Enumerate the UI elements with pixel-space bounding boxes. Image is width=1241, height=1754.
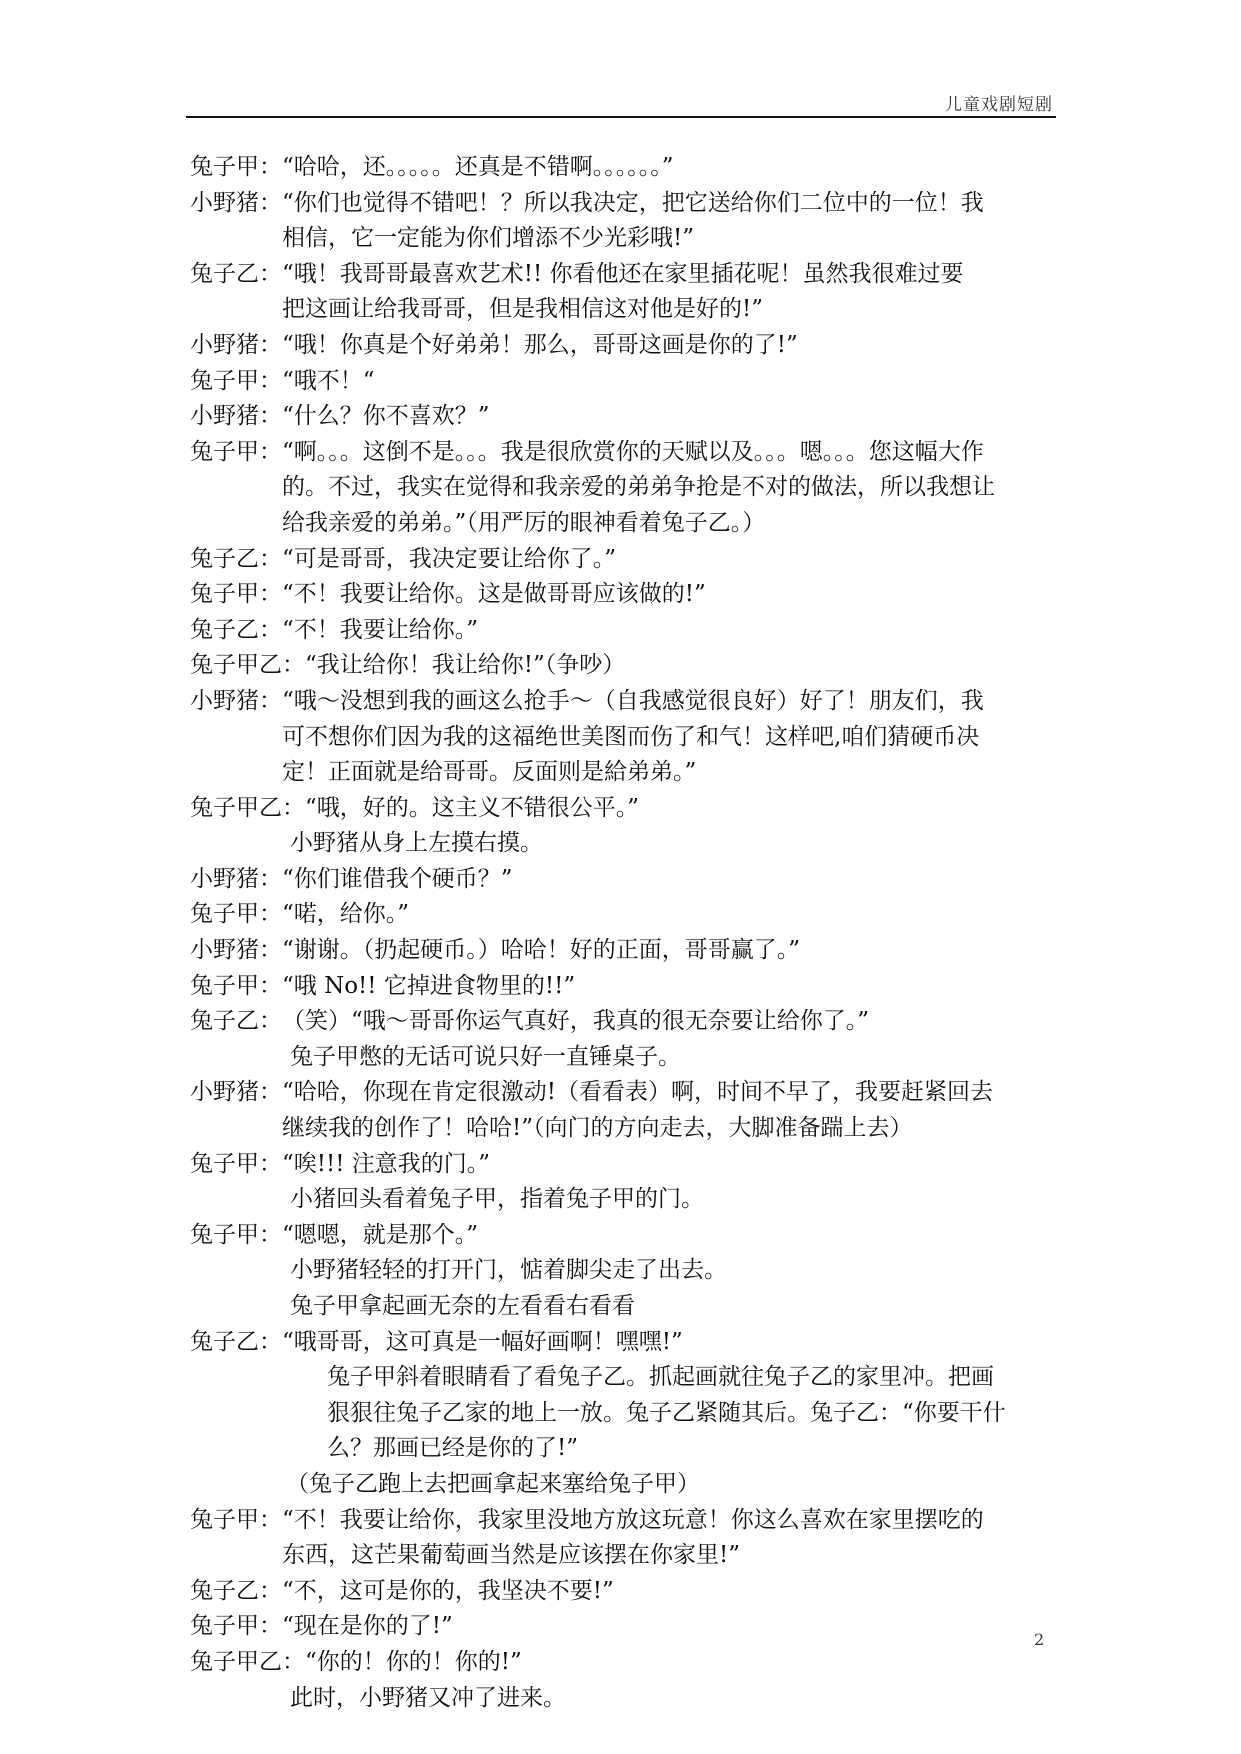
dialogue-line (190, 470, 1060, 506)
dialogue-line (190, 186, 1060, 222)
dialogue-text: “可是哥哥，我决定要让给你了。” (282, 545, 617, 572)
speaker-label: 小野猪： (190, 331, 282, 358)
stage-direction-text: 小猪回头看着兔子甲，指着兔子甲的门。 (290, 1186, 704, 1213)
dialogue-line (190, 897, 1060, 933)
stage-direction-text: 此时，小野猪又冲了进来。 (290, 1684, 566, 1711)
speaker-label: 兔子甲： (190, 581, 282, 608)
stage-direction (190, 1289, 1060, 1325)
speaker-label: 兔子甲： (190, 438, 282, 465)
stage-direction-text: 兔子甲斜着眼睛看了看兔子乙。抓起画就往兔子乙的家里冲。把画 (327, 1364, 994, 1391)
dialogue-text: “你的！你的！你的!” (305, 1648, 522, 1675)
dialogue-line (190, 364, 1060, 400)
stage-direction-text: 兔子甲憋的无话可说只好一直锤桌子。 (290, 1043, 681, 1070)
dialogue-text: 相信，它一定能为你们增添不少光彩哦!” (282, 225, 695, 252)
dialogue-text: （笑）“哦～哥哥你运气真好，我真的很无奈要让给你了。” (282, 1008, 870, 1035)
dialogue-text: “不！我要让给你。” (282, 616, 479, 643)
dialogue-text: “你们也觉得不错吧！？所以我决定，把它送给你们二位中的一位！我 (282, 189, 984, 216)
dialogue-line (190, 1325, 1060, 1361)
speaker-label: 小野猪： (190, 189, 282, 216)
dialogue-text: “不，这可是你的，我坚决不要!” (282, 1577, 614, 1604)
dialogue-text: “哦～没想到我的画这么抢手～（自我感觉很良好）好了！朋友们，我 (282, 687, 984, 714)
stage-direction (190, 1182, 1060, 1218)
dialogue-line (190, 328, 1060, 364)
speaker-label: 兔子乙： (190, 1328, 282, 1355)
dialogue-text: 把这画让给我哥哥，但是我相信这对他是好的!” (282, 296, 764, 323)
dialogue-text: “哦不！“ (282, 367, 375, 394)
dialogue-line (190, 150, 1060, 186)
dialogue-text: “哦 No!! 它掉进食物里的!!” (282, 972, 576, 999)
dialogue-line (190, 1218, 1060, 1254)
speaker-label: 兔子甲乙： (190, 794, 305, 821)
dialogue-text: 东西，这芒果葡萄画当然是应该摆在你家里!” (282, 1542, 741, 1569)
speaker-label: 兔子甲： (190, 972, 282, 999)
stage-direction-text: 兔子甲拿起画无奈的左看看右看看 (290, 1293, 635, 1319)
running-header: 儿童戏剧短剧 (945, 95, 1053, 115)
dialogue-text: “哦，好的。这主义不错很公平。” (305, 794, 640, 821)
speaker-label: 兔子乙： (190, 545, 282, 572)
speaker-label: 兔子甲乙： (190, 1648, 305, 1675)
dialogue-text: “不！我要让给你。这是做哥哥应该做的!” (282, 581, 706, 608)
dialogue-text: “什么？你不喜欢？” (282, 403, 490, 430)
dialogue-text: “哈哈，还。。。。。还真是不错啊。。。。。。” (282, 154, 674, 180)
speaker-label: 小野猪： (190, 865, 282, 892)
dialogue-text: “谢谢。（扔起硬币。）哈哈！好的正面，哥哥赢了。” (282, 937, 801, 964)
speaker-label: 兔子甲： (190, 1613, 282, 1640)
stage-direction (190, 1253, 1060, 1289)
stage-direction-text: 小野猪轻轻的打开门，惦着脚尖走了出去。 (290, 1257, 727, 1284)
dialogue-text: “哦！我哥哥最喜欢艺术!! 你看他还在家里插花呢！虽然我很难过要 (282, 260, 964, 287)
speaker-label: 小野猪： (190, 937, 282, 964)
dialogue-text: “嗯嗯，就是那个。” (282, 1221, 479, 1248)
dialogue-line (190, 292, 1060, 328)
speaker-label: 兔子甲： (190, 367, 282, 394)
dialogue-line (190, 1111, 1060, 1147)
speaker-label: 兔子甲： (190, 1506, 282, 1533)
dialogue-line (190, 577, 1060, 613)
stage-direction (190, 1681, 1060, 1717)
dialogue-text: 可不想你们因为我的这福绝世美图而伤了和气！这样吧,咱们猜硬币决 (282, 723, 980, 750)
speaker-label: 兔子甲乙： (190, 652, 305, 679)
dialogue-text: “哈哈，你现在肯定很激动!（看看表）啊，时间不早了，我要赶紧回去 (282, 1079, 994, 1106)
header-rule (186, 116, 1056, 118)
speaker-label: 兔子乙： (190, 1008, 282, 1035)
dialogue-line (190, 506, 1060, 542)
speaker-label: 兔子乙： (190, 1577, 282, 1604)
dialogue-line (190, 1574, 1060, 1610)
dialogue-text: “唉!!! 注意我的门。” (282, 1150, 491, 1177)
dialogue-text: “我让给你！我让给你!”（争吵） (305, 652, 626, 679)
dialogue-line (190, 684, 1060, 720)
stage-direction (190, 1360, 1060, 1396)
stage-direction-text: （兔子乙跑上去把画拿起来塞给兔子甲） (286, 1470, 700, 1497)
dialogue-text: 给我亲爱的弟弟。”（用严厉的眼神看着兔子乙。） (282, 509, 766, 536)
speaker-label: 小野猪： (190, 687, 282, 714)
dialogue-line (190, 720, 1060, 756)
dialogue-line (190, 257, 1060, 293)
dialogue-text: 继续我的创作了！哈哈!”（向门的方向走去，大脚准备踹上去） (282, 1115, 913, 1142)
dialogue-text: “现在是你的了!” (282, 1613, 453, 1640)
speaker-label: 兔子乙： (190, 260, 282, 287)
stage-direction-text: 小野猪从身上左摸右摸。 (290, 830, 543, 857)
dialogue-line (190, 791, 1060, 827)
stage-direction (190, 1040, 1060, 1076)
script-body (190, 150, 1060, 1716)
dialogue-line (190, 1147, 1060, 1183)
stage-direction (190, 826, 1060, 862)
dialogue-line (190, 969, 1060, 1005)
dialogue-line (190, 648, 1060, 684)
dialogue-text: “啊。。。这倒不是。。。我是很欣赏你的天赋以及。。。嗯。。。您这幅大作 (282, 438, 984, 465)
dialogue-line (190, 399, 1060, 435)
speaker-label: 兔子乙： (190, 616, 282, 643)
dialogue-text: 定！正面就是给哥哥。反面则是給弟弟。” (282, 759, 697, 786)
speaker-label: 兔子甲： (190, 1221, 282, 1248)
page-number: 2 (1034, 1630, 1045, 1649)
speaker-label: 兔子甲： (190, 901, 282, 928)
stage-direction-text: 么？那画已经是你的了!” (327, 1435, 579, 1462)
dialogue-text: “哦！你真是个好弟弟！那么，哥哥这画是你的了!” (282, 331, 798, 358)
dialogue-line (190, 1004, 1060, 1040)
stage-direction (190, 1467, 1060, 1503)
dialogue-line (190, 542, 1060, 578)
speaker-label: 小野猪： (190, 1079, 282, 1106)
dialogue-text: “你们谁借我个硬币？” (282, 865, 513, 892)
dialogue-line (190, 435, 1060, 471)
dialogue-line (190, 221, 1060, 257)
stage-direction-text: 狠狠往兔子乙家的地上一放。兔子乙紧随其后。兔子乙：“你要干什 (327, 1399, 1006, 1426)
dialogue-text: “喏，给你。” (282, 901, 410, 928)
dialogue-line (190, 613, 1060, 649)
dialogue-line (190, 933, 1060, 969)
speaker-label: 兔子甲： (190, 154, 282, 180)
dialogue-text: “不！我要让给你，我家里没地方放这玩意！你这么喜欢在家里摆吃的 (282, 1506, 984, 1533)
dialogue-line (190, 862, 1060, 898)
dialogue-line (190, 1645, 1060, 1681)
dialogue-line (190, 1503, 1060, 1539)
stage-direction (190, 1431, 1060, 1467)
dialogue-text: “哦哥哥，这可真是一幅好画啊！嘿嘿!” (282, 1328, 683, 1355)
dialogue-line (190, 1538, 1060, 1574)
dialogue-line (190, 1609, 1060, 1645)
speaker-label: 兔子甲： (190, 1150, 282, 1177)
dialogue-text: 的。不过，我实在觉得和我亲爱的弟弟争抢是不对的做法，所以我想让 (282, 474, 995, 501)
dialogue-line (190, 755, 1060, 791)
speaker-label: 小野猪： (190, 403, 282, 430)
dialogue-line (190, 1075, 1060, 1111)
stage-direction (190, 1396, 1060, 1432)
